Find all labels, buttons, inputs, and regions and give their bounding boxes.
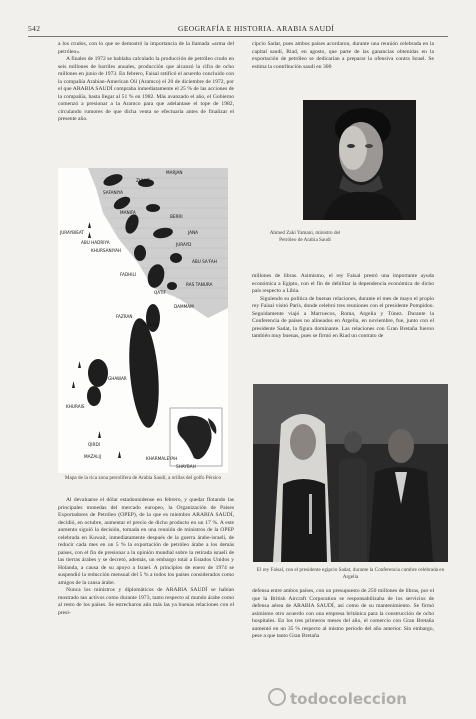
map-label: ZULUF [136, 178, 150, 183]
portrait-image [303, 100, 416, 220]
map-label: KHARMALEYAH [146, 456, 178, 461]
map-label: ABU HADRIYA [81, 240, 110, 245]
map-label: KHURAIS [66, 404, 85, 409]
map-label: RAS TANURA [186, 282, 213, 287]
left-column-bottom [58, 497, 234, 617]
paragraph: Siguiendo su política de buenas relaciones, durante el mes de mayo el propio rey Faisal visitó París, donde celebró tres reuniones con el presidente Pompidou. Seguidamente viajó a Marruecos, Roma, Argelia y Túnez. Durante la Conferencia de países no alineados en Argelia, en noviembre, fue, junto con el presidente Sadat, la figura dominante. Las relaciones con Gran Bretaña fueron también muy buenas, pues se firmó en Riad un contrato de [252, 295, 434, 339]
map-label: QATIF [154, 290, 167, 295]
map-label: BERRI [170, 214, 183, 219]
map-label: JURAYBIEAT [60, 230, 84, 235]
paragraph: millones de libras. Asimismo, el rey Faisal prestó una importante ayuda económica a Egipto, con el fin de debilitar la dependencia económica de dicho país respecto a Libia. [252, 273, 434, 294]
right-column-bottom [252, 588, 434, 641]
right-column-top [252, 41, 434, 71]
portrait-caption: Ahmed Zaki Yamani, ministro del Petróleo de Arabia Saudí [269, 230, 341, 243]
map-label: FADHILI [120, 272, 137, 277]
map-label: KHURSANIYAH [91, 248, 122, 253]
map-label: MARJAN [166, 170, 183, 175]
map-label: SAFANIYA [103, 190, 123, 195]
map-label: ABQAIQ [142, 322, 159, 327]
page-number: 542 [28, 24, 41, 33]
watermark-logo-icon [268, 688, 286, 706]
header-rule [28, 36, 448, 37]
map-label: MAZALIJ [84, 454, 102, 459]
faisal-sadat-photo [253, 384, 448, 562]
left-column-top [58, 41, 234, 124]
map-graphic [58, 168, 228, 473]
photo-image [253, 384, 448, 562]
paragraph: Nunca los ministros y diplomáticos de ARABIA SAUDÍ se habían mostrado tan activos como durante 1973, tanto respecto al mundo árabe como al resto de los países. Se estrecharon aún más las ya buenas relaciones con el presi- [58, 587, 234, 616]
watermark [268, 688, 468, 712]
page-header [28, 24, 448, 36]
running-title: GEOGRAFÍA E HISTORIA. ARABIA SAUDÍ [178, 24, 335, 33]
map-label: SHAYBAH [176, 464, 196, 469]
yamani-portrait-photo [303, 100, 416, 220]
photo-caption: El rey Faisal, con el presidente egipcio Sadat, durante la Conferencia cumbre celebrada en Argelia [256, 567, 445, 580]
map-label: ABU SA'FAH [192, 259, 217, 264]
map-label: MANIFA [120, 210, 136, 215]
map-label: GHAWAR [108, 376, 127, 381]
watermark-text: todocoleccion [290, 690, 407, 708]
paragraph: defensa entre ambos países, con un presupuesto de 250 millones de libras, por el que la British Aircraft Corporation se responsabilizaba de los servicios de defensa aérea de ARABIA SAUDÍ, así como de su mantenimiento. Se firmó asimismo otro acuerdo con una empresa británica para la construcción de ocho hospitales. En los tres primeros meses del año, el comercio con Gran Bretaña aumentó en un 35 % respecto al mismo período del año anterior. Sin embargo, pese a que tanto Gran Bretaña [252, 588, 434, 639]
map-label: JURAYD [176, 242, 192, 247]
paragraph: cipcio Sadat, pues ambos países acordaron, durante una reunión celebrada en la capital saudí, Riad, en agosto, que parte de las ganancias obtenidas en la exportación de petróleo se dedicarían a preparar la ofensiva contra Israel. Se estima la contribución saudí en 300 [252, 41, 434, 70]
oil-field-map [58, 168, 228, 473]
paragraph: Al devaluarse el dólar estadounidense en febrero, y quedar flotando las principales monedas del mercado europeo, la Organización de Países Exportadores de Petróleo (OPEP), de la que es miembro ARABIA SAUDÍ, decidió, en octubre, aumentar el precio de dicho producto en un 17 %. A este aumento siguió la decisión, tomada en una reunión de ministros de la OPEP celebrada en Kuwait, inmediatamente después de la guerra árabe-israelí, de reducir cada mes en un 5 % la exportación de petróleo árabe a los demás países, con el fin de presionar a la opinión mundial sobre la retirada israelí de las tierras árabes y se decretó, además, un embargo total a Estados Unidos y Holanda, a causa de su apoyo a Israel. A principios de enero de 1974 se suspendió la reducción mensual del 5 % a todos los países considerados como amigos de la causa árabe. [58, 497, 234, 586]
map-caption: Mapa de la rica zona petrolífera de Arabia Saudí, a orillas del golfo Pérsico [64, 475, 222, 481]
paragraph: a los crudos, con lo que se demostró la importancia de la llamada «arma del petróleo». [58, 41, 234, 55]
paragraph: A finales de 1972 se hablaba calculado la producción de petróleo crudo en seis millones de barriles anuales, producción que alcanzó la cifra de ocho millones en junio de 1973. En febrero, Faisal ratificó el acuerdo concluido con la compañía Arabian-American Oil (Aramco) el 20 de diciembre de 1972, por el que ARABIA SAUDÍ compraba inmediatamente el 25 % de las acciones de la compañía, hasta llegar al 51 % en 1982. Más avanzado el año, el Gobierno comenzó a presionar a la Aramco para que adelantase el tope de 1982, circulando rumores de que dicha venta se efectuaría antes de finalizar el presente año. [58, 56, 234, 122]
map-label: DAMMAM [174, 304, 194, 309]
map-label: FAZRAN [116, 314, 133, 319]
map-label: QIRDI [88, 442, 100, 447]
map-label: JANA [188, 230, 199, 235]
right-column-middle [252, 273, 434, 341]
